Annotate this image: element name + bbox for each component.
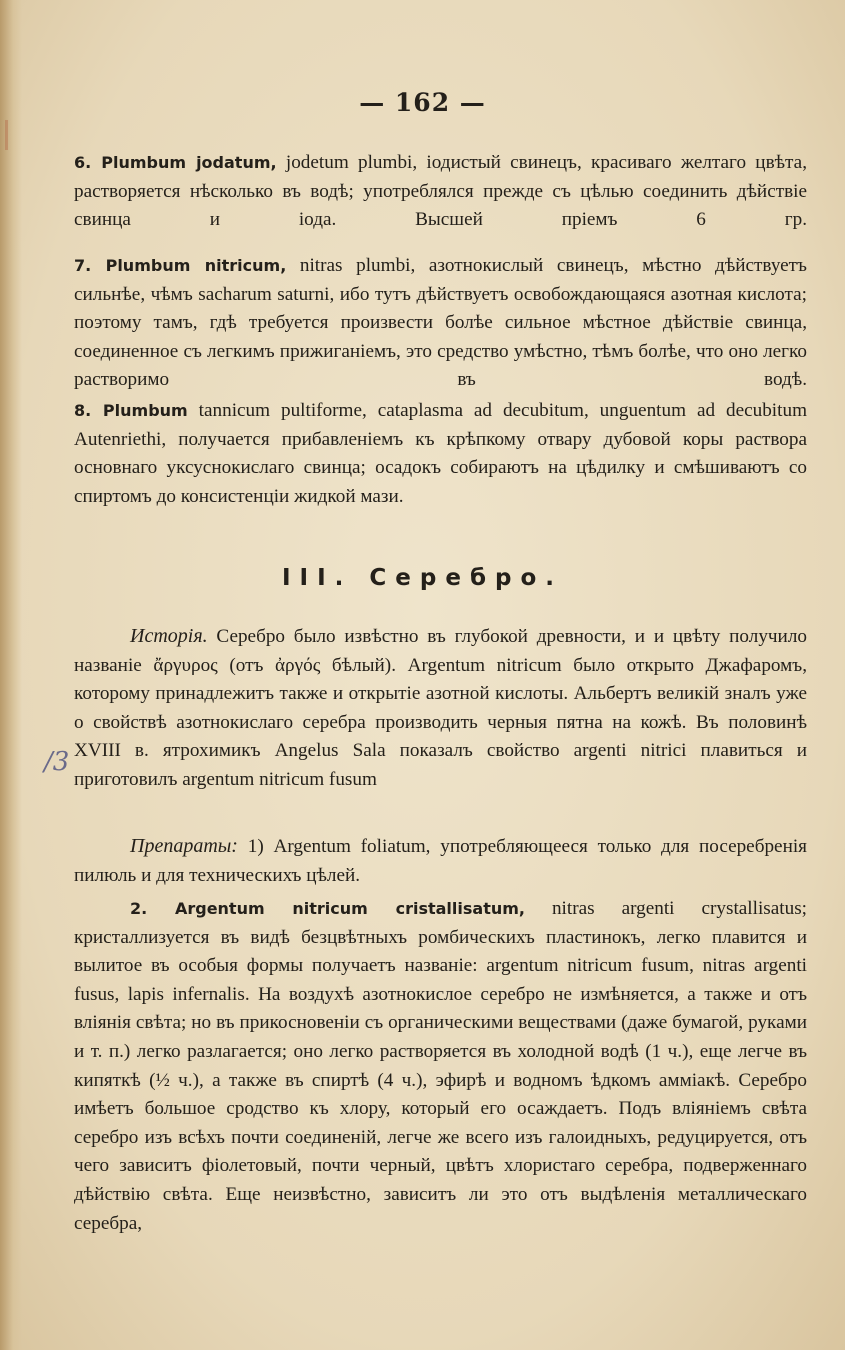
paragraph-plumbum-tannicum: [74, 397, 807, 511]
history-body: Серебро было извѣстно въ глубокой древности, и и цвѣту получило названіе ἄργυρος (отъ ἀργός бѣлый). Argentum nitricum было открыто Джафаромъ, которому принадлежитъ также и открытіе азотной кислоты. Альбертъ великій зналъ уже о свойствѣ азотнокислаго серебра производить черныя пятна на кожѣ. Въ половинѣ XVIII в. ятрохимикъ Angelus Sala показалъ свойство argenti nitrici плавиться и приготовилъ argentum nitricum fusum: [74, 626, 807, 790]
paragraph-body: jodetum plumbi, іодистый свинецъ, красиваго желтаго цвѣта, растворяется нѣсколько въ водѣ; употреблялся прежде съ цѣлью соединить дѣйствіе свинца и іода. Высшей пріемъ 6 гр.: [74, 152, 807, 231]
page-gutter: [0, 0, 22, 1350]
preparations-label: Препараты:: [130, 835, 238, 857]
paragraph-history: [74, 622, 807, 795]
binding-mark: [5, 120, 8, 150]
paragraph-lead: 8. Plumbum: [74, 401, 188, 420]
margin-note: /3: [44, 747, 70, 777]
paragraph-preparations: [74, 832, 807, 890]
paragraph-body: nitras argenti crystallisatus; кристаллизуется въ видѣ безцвѣтныхъ ромбическихъ пластинокъ, легко плавится и вылитое въ особыя формы получаетъ названіе: argentum nitricum fusum, nitras argenti fusus, lapis infernalis. На воздухѣ азотнокислое серебро не измѣняется, а также и отъ вліянія свѣта; но въ прикосновеніи съ органическими веществами (даже бумагой, руками и т. п.) легко разлагается; оно легко растворяется въ холодной водѣ (1 ч.), еще легче въ кипяткѣ (½ ч.), а также въ спиртѣ (4 ч.), эфирѣ и водномъ ѣдкомъ амміакѣ. Серебро имѣетъ большое сродство къ хлору, который его осаждаетъ. Подъ вліяніемъ свѣта серебро изъ всѣхъ почти соединеній, легче же всего изъ галоидныхъ, редуцируется, отъ чего зависитъ фіолетовый, почти черный, цвѣтъ хлористаго серебра, подверженнаго дѣйствію свѣта. Еще неизвѣстно, зависитъ ли это отъ выдѣленія металлическаго серебра,: [74, 898, 807, 1234]
preparations-body: 1) Argentum foliatum, употребляющееся только для посеребренія пилюль и для техническихъ цѣлей.: [74, 836, 807, 886]
paragraph-body: nitras plumbi, азотнокислый свинецъ, мѣстно дѣйствуетъ сильнѣе, чѣмъ sacharum saturni, ибо тутъ дѣйствуетъ освобождающаяся азотная кислота; поэтому тамъ, гдѣ требуется произвести болѣе сильное мѣстное дѣйствіе свинца, соединенное съ легкимъ прижиганіемъ, это средство умѣстно, тѣмъ болѣе, что оно легко растворимо въ водѣ.: [74, 255, 807, 391]
paragraph-body: tannicum pultiforme, cataplasma ad decubitum, unguentum ad decubitum Autenriethi, получается прибавленіемъ къ крѣпкому отвару дубовой коры раствора основнаго уксуснокислаго свинца; осадокъ собираютъ на цѣдилку и смѣшиваютъ со спиртомъ до консистенціи жидкой мази.: [74, 400, 807, 507]
paragraph-lead: 7. Plumbum nitricum,: [74, 256, 287, 275]
page-number: — 162 —: [359, 88, 486, 117]
paragraph-lead: 6. Plumbum jodatum,: [74, 153, 277, 172]
paragraph-plumbum-jodatum: [74, 149, 807, 235]
paragraph-plumbum-nitricum: [74, 252, 807, 395]
paragraph-lead: 2. Argentum nitricum cristallisatum,: [130, 899, 525, 918]
section-title: III. Серебро.: [281, 565, 564, 591]
paragraph-argentum-nitricum: [74, 895, 807, 1238]
history-label: Исторія.: [130, 625, 208, 647]
